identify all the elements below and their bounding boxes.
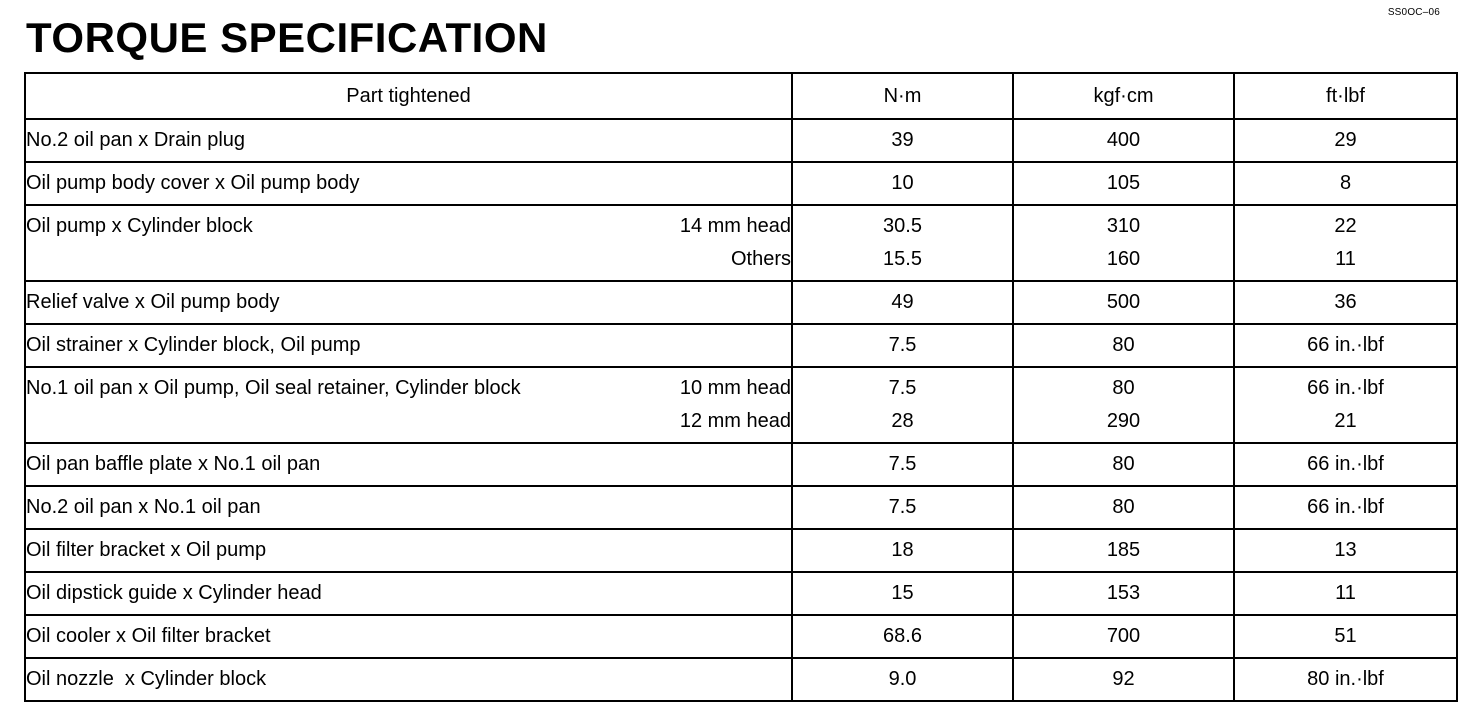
nm-cell: 15	[792, 572, 1013, 615]
sub-labels	[680, 372, 791, 438]
sub-label: 10 mm head	[679, 377, 791, 399]
part-cell	[25, 615, 792, 658]
part-label: No.2 oil pan x No.1 oil pan	[26, 496, 261, 518]
table-row	[25, 615, 1457, 658]
ftlbf-cell: 29	[1234, 119, 1457, 162]
kgfcm-cell: 400	[1013, 119, 1234, 162]
nm-cell: 7.5	[792, 486, 1013, 529]
kgfcm-value: 310	[1106, 215, 1141, 237]
header-part-tightened: Part tightened	[25, 73, 792, 119]
ftlbf-value: 11	[1335, 248, 1356, 270]
nm-cell: 39	[792, 119, 1013, 162]
nm-cell: 7.5	[792, 324, 1013, 367]
ftlbf-value: 66 in.·lbf	[1307, 377, 1384, 399]
ftlbf-cell: 51	[1234, 615, 1457, 658]
table-row	[25, 324, 1457, 367]
part-cell	[25, 205, 792, 281]
kgfcm-cell: 80	[1013, 443, 1234, 486]
ftlbf-cell: 13	[1234, 529, 1457, 572]
nm-cell: 68.6	[792, 615, 1013, 658]
table-body	[25, 119, 1457, 701]
part-cell	[25, 324, 792, 367]
table-row	[25, 529, 1457, 572]
kgfcm-value: 290	[1106, 410, 1141, 432]
part-label: Oil cooler x Oil filter bracket	[26, 625, 271, 647]
kgfcm-cell: 500	[1013, 281, 1234, 324]
page-code: SS0OC–06	[1387, 7, 1440, 18]
table-row	[25, 367, 1457, 443]
kgfcm-cell	[1013, 367, 1234, 443]
part-cell	[25, 162, 792, 205]
nm-value: 15.5	[883, 248, 922, 270]
sub-label: 14 mm head	[679, 215, 791, 237]
kgfcm-cell: 80	[1013, 486, 1234, 529]
part-label: Oil pan baffle plate x No.1 oil pan	[26, 453, 321, 475]
kgfcm-cell: 153	[1013, 572, 1234, 615]
part-label: Oil nozzle x Cylinder block	[26, 668, 267, 690]
nm-cell: 10	[792, 162, 1013, 205]
nm-cell: 49	[792, 281, 1013, 324]
nm-cell	[792, 205, 1013, 281]
nm-value: 28	[891, 410, 914, 432]
part-label: Oil pump body cover x Oil pump body	[26, 172, 360, 194]
kgfcm-value: 80	[1112, 377, 1135, 399]
table-row	[25, 572, 1457, 615]
kgfcm-cell	[1013, 205, 1234, 281]
sub-label: Others	[730, 248, 791, 270]
part-label: Oil filter bracket x Oil pump	[26, 539, 267, 561]
part-label: Oil strainer x Cylinder block, Oil pump	[26, 334, 361, 356]
kgfcm-cell: 700	[1013, 615, 1234, 658]
table-row	[25, 443, 1457, 486]
part-cell	[25, 367, 792, 443]
header-nm: N·m	[792, 73, 1013, 119]
nm-value: 7.5	[888, 377, 917, 399]
ftlbf-cell	[1234, 367, 1457, 443]
torque-table	[24, 72, 1458, 702]
ftlbf-cell: 36	[1234, 281, 1457, 324]
part-label: Oil pump x Cylinder block	[26, 215, 253, 237]
table-row	[25, 205, 1457, 281]
ftlbf-cell: 80 in.·lbf	[1234, 658, 1457, 701]
table-row	[25, 281, 1457, 324]
ftlbf-cell: 8	[1234, 162, 1457, 205]
kgfcm-cell: 92	[1013, 658, 1234, 701]
part-label: Relief valve x Oil pump body	[26, 291, 280, 313]
table-row	[25, 162, 1457, 205]
ftlbf-cell: 11	[1234, 572, 1457, 615]
part-label: Oil dipstick guide x Cylinder head	[26, 582, 322, 604]
ftlbf-cell	[1234, 205, 1457, 281]
header-kgfcm: kgf·cm	[1013, 73, 1234, 119]
nm-cell: 9.0	[792, 658, 1013, 701]
ftlbf-cell: 66 in.·lbf	[1234, 443, 1457, 486]
table-row	[25, 486, 1457, 529]
kgfcm-cell: 80	[1013, 324, 1234, 367]
table-header	[25, 73, 1457, 119]
sub-labels	[680, 210, 791, 276]
table-row	[25, 119, 1457, 162]
nm-value: 30.5	[883, 215, 922, 237]
ftlbf-cell: 66 in.·lbf	[1234, 324, 1457, 367]
ftlbf-value: 21	[1334, 410, 1357, 432]
page-title: TORQUE SPECIFICATION	[26, 14, 548, 61]
nm-cell: 18	[792, 529, 1013, 572]
part-label: No.1 oil pan x Oil pump, Oil seal retainer, Cylinder block	[26, 377, 521, 399]
kgfcm-value: 160	[1106, 248, 1141, 270]
header-ftlbf: ft·lbf	[1234, 73, 1457, 119]
kgfcm-cell: 185	[1013, 529, 1234, 572]
part-label: No.2 oil pan x Drain plug	[26, 129, 246, 151]
kgfcm-cell: 105	[1013, 162, 1234, 205]
part-cell	[25, 486, 792, 529]
header-row	[25, 73, 1457, 119]
part-cell	[25, 658, 792, 701]
nm-cell	[792, 367, 1013, 443]
part-cell	[25, 529, 792, 572]
part-cell	[25, 443, 792, 486]
part-cell	[25, 119, 792, 162]
nm-cell: 7.5	[792, 443, 1013, 486]
table-row	[25, 658, 1457, 701]
sub-label: 12 mm head	[679, 410, 791, 432]
part-cell	[25, 572, 792, 615]
ftlbf-cell: 66 in.·lbf	[1234, 486, 1457, 529]
part-cell	[25, 281, 792, 324]
ftlbf-value: 22	[1334, 215, 1357, 237]
